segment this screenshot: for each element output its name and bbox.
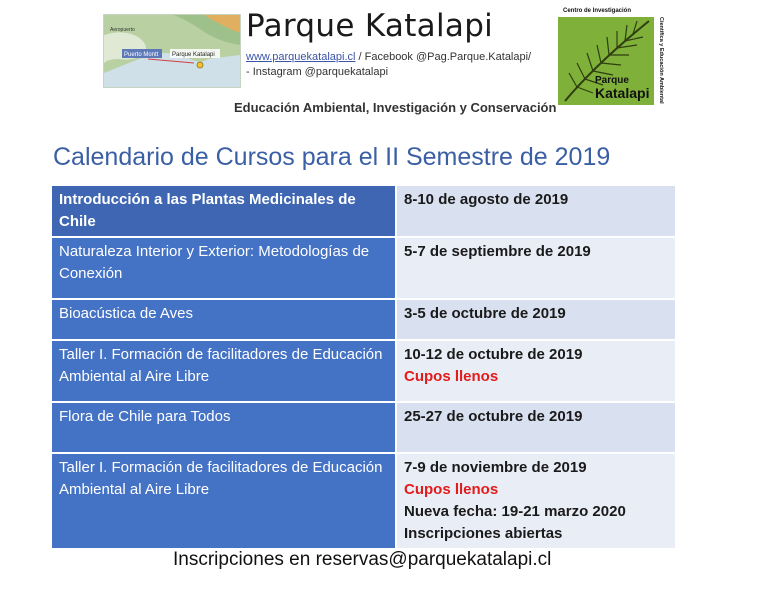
- course-date-text: 5-7 de septiembre de 2019: [404, 243, 591, 260]
- course-date: [396, 299, 676, 340]
- new-date-text: Nueva fecha: 19-21 marzo 2020: [404, 503, 626, 520]
- logo-top-text: Centro de Investigación: [563, 8, 632, 14]
- course-date-text: 7-9 de noviembre de 2019: [404, 459, 587, 476]
- logo-name-line2: Katalapi: [595, 85, 650, 101]
- logo-name-line1: Parque: [595, 75, 629, 86]
- course-date: [396, 340, 676, 402]
- course-date: [396, 237, 676, 299]
- tagline: Educación Ambiental, Investigación y Conservación: [234, 100, 557, 115]
- course-date-text: 8-10 de agosto de 2019: [404, 191, 569, 208]
- course-row: [51, 402, 676, 453]
- map-graphic: [104, 15, 240, 87]
- course-date-text: 25-27 de octubre de 2019: [404, 408, 583, 425]
- registration-footer: Inscripciones en reservas@parquekatalapi.cl: [173, 549, 552, 570]
- course-row: [51, 299, 676, 340]
- logo-side-text: Científica y Educación Ambiental: [658, 17, 664, 104]
- course-date: [396, 453, 676, 549]
- course-row: [51, 453, 676, 549]
- course-row: [51, 340, 676, 402]
- facebook-link[interactable]: / Facebook @Pag.Parque.Katalapi/: [355, 51, 532, 63]
- course-date: [396, 185, 676, 237]
- map-place-label: Parque Katalapi: [172, 52, 215, 58]
- course-date: [396, 402, 676, 453]
- website-link[interactable]: www.parquekatalapi.cl: [246, 51, 356, 63]
- course-name: Taller I. Formación de facilitadores de Educación Ambiental al Aire Libre: [51, 453, 396, 549]
- map-airport-label: Aeropuerto: [110, 27, 135, 33]
- katalapi-logo: [557, 3, 673, 107]
- contact-links: [246, 50, 531, 80]
- course-date-text: 10-12 de octubre de 2019: [404, 346, 583, 363]
- location-marker-icon: [197, 62, 203, 68]
- full-status-label: Cupos llenos: [404, 368, 499, 385]
- course-row: [51, 237, 676, 299]
- course-name: Bioacústica de Aves: [51, 299, 396, 340]
- location-map-image: [103, 14, 241, 88]
- course-name: Taller I. Formación de facilitadores de Educación Ambiental al Aire Libre: [51, 340, 396, 402]
- course-name: Introducción a las Plantas Medicinales de Chile: [51, 185, 396, 237]
- course-name: Naturaleza Interior y Exterior: Metodologías de Conexión: [51, 237, 396, 299]
- brand-title: Parque Katalapi: [246, 8, 494, 44]
- map-city-label: Puerto Montt: [124, 52, 159, 58]
- page-heading: Calendario de Cursos para el II Semestre de 2019: [53, 143, 611, 171]
- full-status-label: Cupos llenos: [404, 481, 499, 498]
- course-name: Flora de Chile para Todos: [51, 402, 396, 453]
- enrollment-open-text: Inscripciones abiertas: [404, 525, 563, 542]
- course-row: [51, 185, 676, 237]
- course-date-text: 3-5 de octubre de 2019: [404, 305, 566, 322]
- fern-logo-icon: [557, 3, 673, 107]
- instagram-link[interactable]: - Instagram @parquekatalapi: [246, 66, 389, 78]
- course-calendar-table: [50, 184, 677, 550]
